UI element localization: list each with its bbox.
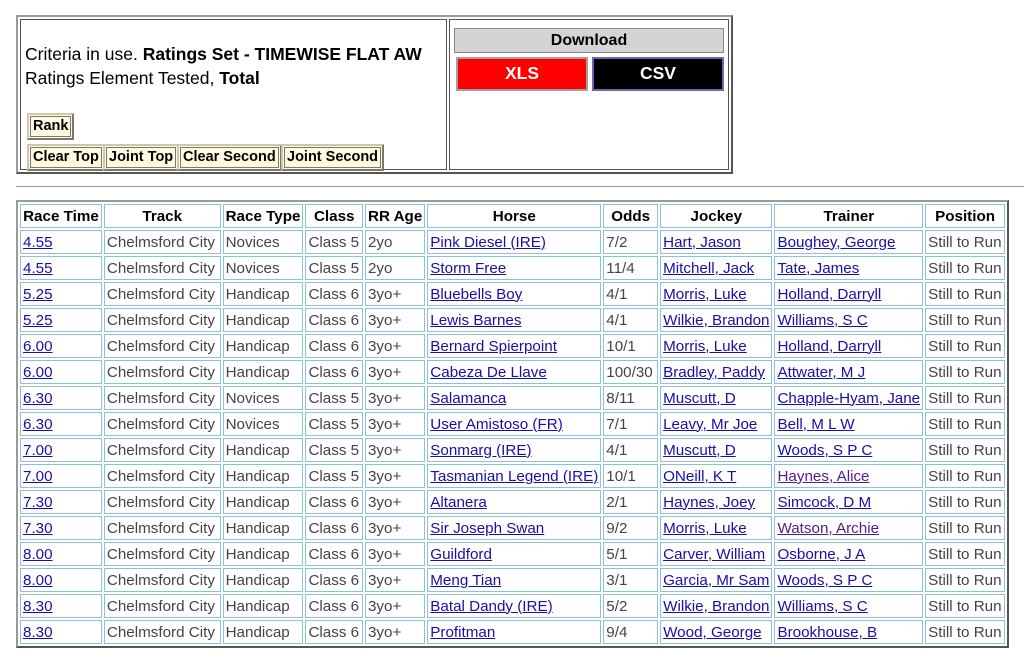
position-cell: Still to Run — [925, 542, 1005, 566]
horse-link[interactable]: Sonmarg (IRE) — [430, 441, 532, 459]
horse-link[interactable]: Meng Tian — [430, 571, 502, 589]
trainer-cell — [774, 568, 923, 592]
trainer-link[interactable]: Williams, S C — [777, 597, 868, 615]
trainer-cell — [774, 230, 923, 254]
race-time-link[interactable]: 4.55 — [23, 259, 53, 277]
table-row — [20, 334, 1005, 358]
trainer-cell — [774, 542, 923, 566]
jockey-link[interactable]: Wilkie, Brandon — [663, 597, 770, 615]
trainer-cell — [774, 360, 923, 384]
position-cell: Still to Run — [925, 490, 1005, 514]
position-cell: Still to Run — [925, 230, 1005, 254]
trainer-cell — [774, 516, 923, 540]
results-table — [16, 200, 1009, 648]
race-time-cell — [20, 386, 102, 410]
class-cell: Class 5 — [305, 256, 363, 280]
table-row — [20, 464, 1005, 488]
track-cell: Chelmsford City — [104, 308, 221, 332]
race-type-cell: Handicap — [223, 438, 304, 462]
race-time-cell — [20, 256, 102, 280]
horse-cell — [427, 386, 601, 410]
trainer-link[interactable]: Osborne, J A — [777, 545, 866, 563]
horse-link[interactable]: Lewis Barnes — [430, 311, 522, 329]
table-row — [20, 620, 1005, 644]
trainer-link[interactable]: Attwater, M J — [777, 363, 866, 381]
race-time-cell — [20, 542, 102, 566]
jockey-cell — [660, 230, 772, 254]
download-header: Download — [454, 28, 724, 53]
rr-age-cell: 2yo — [365, 230, 425, 254]
horse-cell — [427, 568, 601, 592]
col-header-trainer: Trainer — [774, 204, 923, 228]
class-cell: Class 5 — [305, 230, 363, 254]
track-cell: Chelmsford City — [104, 542, 221, 566]
jockey-link[interactable]: Hart, Jason — [663, 233, 741, 251]
race-type-cell: Handicap — [223, 542, 304, 566]
trainer-link[interactable]: Woods, S P C — [777, 571, 873, 589]
horse-cell — [427, 334, 601, 358]
trainer-cell — [774, 334, 923, 358]
race-time-link[interactable]: 6.00 — [23, 337, 53, 355]
jockey-cell — [660, 490, 772, 514]
trainer-link[interactable]: Bell, M L W — [777, 415, 855, 433]
divider — [16, 186, 1024, 187]
rr-age-cell: 3yo+ — [365, 308, 425, 332]
position-cell: Still to Run — [925, 360, 1005, 384]
jockey-cell — [660, 308, 772, 332]
jockey-link[interactable]: Morris, Luke — [663, 285, 747, 303]
jockey-link[interactable]: Wilkie, Brandon — [663, 311, 770, 329]
class-cell: Class 5 — [305, 412, 363, 436]
horse-cell — [427, 308, 601, 332]
race-type-cell: Handicap — [223, 516, 304, 540]
trainer-cell — [774, 256, 923, 280]
horse-cell — [427, 516, 601, 540]
class-cell: Class 5 — [305, 438, 363, 462]
horse-cell — [427, 282, 601, 306]
horse-link[interactable]: Altanera — [430, 493, 487, 511]
trainer-link[interactable]: Woods, S P C — [777, 441, 873, 459]
joint-second-button[interactable] — [281, 144, 384, 171]
horse-cell — [427, 412, 601, 436]
race-time-cell — [20, 308, 102, 332]
col-header-track: Track — [104, 204, 221, 228]
jockey-link[interactable]: Muscutt, D — [663, 389, 736, 407]
race-type-cell: Handicap — [223, 282, 304, 306]
horse-cell — [427, 464, 601, 488]
odds-cell: 10/1 — [603, 464, 658, 488]
horse-cell — [427, 360, 601, 384]
odds-cell: 4/1 — [603, 282, 658, 306]
jockey-cell — [660, 516, 772, 540]
csv-download-button[interactable]: CSV — [592, 57, 724, 91]
race-type-cell: Handicap — [223, 464, 304, 488]
col-header-rr-age: RR Age — [365, 204, 425, 228]
race-time-cell — [20, 360, 102, 384]
horse-link[interactable]: User Amistoso (FR) — [430, 415, 563, 433]
odds-cell: 5/1 — [603, 542, 658, 566]
race-time-cell — [20, 516, 102, 540]
track-cell: Chelmsford City — [104, 438, 221, 462]
trainer-link[interactable]: Tate, James — [777, 259, 860, 277]
class-cell: Class 6 — [305, 282, 363, 306]
jockey-cell — [660, 620, 772, 644]
race-time-cell — [20, 464, 102, 488]
table-row — [20, 568, 1005, 592]
trainer-cell — [774, 386, 923, 410]
jockey-link[interactable]: Leavy, Mr Joe — [663, 415, 758, 433]
position-cell: Still to Run — [925, 412, 1005, 436]
trainer-link[interactable]: Brookhouse, B — [777, 623, 878, 641]
jockey-cell — [660, 282, 772, 306]
odds-cell: 3/1 — [603, 568, 658, 592]
trainer-cell — [774, 308, 923, 332]
position-cell: Still to Run — [925, 334, 1005, 358]
jockey-link[interactable]: Muscutt, D — [663, 441, 736, 459]
criteria-ratings-element: Ratings Element Tested, Total — [25, 68, 260, 88]
trainer-link[interactable]: Boughey, George — [777, 233, 896, 251]
clear-top-label: Clear Top — [30, 147, 102, 168]
horse-link[interactable]: Batal Dandy (IRE) — [430, 597, 553, 615]
class-cell: Class 6 — [305, 620, 363, 644]
criteria-panel — [20, 19, 447, 170]
jockey-link[interactable]: Bradley, Paddy — [663, 363, 765, 381]
table-row — [20, 230, 1005, 254]
track-cell: Chelmsford City — [104, 334, 221, 358]
jockey-link[interactable]: Carver, William — [663, 545, 766, 563]
class-cell: Class 6 — [305, 568, 363, 592]
trainer-cell — [774, 438, 923, 462]
trainer-link[interactable]: Holland, Darryll — [777, 285, 882, 303]
jockey-link[interactable]: Morris, Luke — [663, 519, 747, 537]
position-cell: Still to Run — [925, 386, 1005, 410]
table-row — [20, 438, 1005, 462]
class-cell: Class 5 — [305, 386, 363, 410]
jockey-link[interactable]: Mitchell, Jack — [663, 259, 755, 277]
odds-cell: 4/1 — [603, 438, 658, 462]
jockey-cell — [660, 360, 772, 384]
race-time-link[interactable]: 6.30 — [23, 415, 53, 433]
trainer-link[interactable]: Holland, Darryll — [777, 337, 882, 355]
download-panel — [449, 19, 729, 170]
trainer-cell — [774, 282, 923, 306]
clear-second-label: Clear Second — [180, 147, 279, 168]
race-time-link[interactable]: 4.55 — [23, 233, 53, 251]
table-row — [20, 490, 1005, 514]
track-cell: Chelmsford City — [104, 386, 221, 410]
horse-link[interactable]: Bernard Spierpoint — [430, 337, 557, 355]
table-row — [20, 542, 1005, 566]
trainer-cell — [774, 620, 923, 644]
race-time-link[interactable]: 8.30 — [23, 623, 53, 641]
trainer-cell — [774, 412, 923, 436]
col-header-odds: Odds — [603, 204, 658, 228]
table-row — [20, 594, 1005, 618]
race-time-cell — [20, 282, 102, 306]
jockey-link[interactable]: ONeill, K T — [663, 467, 737, 485]
jockey-cell — [660, 412, 772, 436]
col-header-race-type: Race Type — [223, 204, 304, 228]
horse-link[interactable]: Bluebells Boy — [430, 285, 523, 303]
col-header-class: Class — [305, 204, 363, 228]
odds-cell: 2/1 — [603, 490, 658, 514]
position-cell: Still to Run — [925, 594, 1005, 618]
clear-top-button[interactable] — [27, 144, 105, 171]
table-header-row — [20, 204, 1005, 228]
race-type-cell: Handicap — [223, 334, 304, 358]
odds-cell: 7/2 — [603, 230, 658, 254]
odds-cell: 8/11 — [603, 386, 658, 410]
race-time-link[interactable]: 7.30 — [23, 519, 53, 537]
rr-age-cell: 3yo+ — [365, 360, 425, 384]
horse-link[interactable]: Salamanca — [430, 389, 507, 407]
xls-download-button[interactable]: XLS — [456, 57, 588, 91]
odds-cell: 7/1 — [603, 412, 658, 436]
race-time-cell — [20, 620, 102, 644]
trainer-link[interactable]: Watson, Archie — [777, 519, 880, 537]
rr-age-cell: 3yo+ — [365, 282, 425, 306]
race-type-cell: Novices — [223, 230, 304, 254]
jockey-cell — [660, 386, 772, 410]
table-row — [20, 308, 1005, 332]
race-time-cell — [20, 568, 102, 592]
horse-link[interactable]: Cabeza De Llave — [430, 363, 547, 381]
race-time-cell — [20, 412, 102, 436]
trainer-cell — [774, 464, 923, 488]
odds-cell: 9/4 — [603, 620, 658, 644]
race-time-link[interactable]: 8.00 — [23, 571, 53, 589]
horse-cell — [427, 620, 601, 644]
odds-cell: 5/2 — [603, 594, 658, 618]
horse-cell — [427, 542, 601, 566]
jockey-cell — [660, 594, 772, 618]
track-cell: Chelmsford City — [104, 490, 221, 514]
joint-top-label: Joint Top — [106, 147, 176, 168]
table-row — [20, 256, 1005, 280]
table-row — [20, 360, 1005, 384]
track-cell: Chelmsford City — [104, 594, 221, 618]
rr-age-cell: 3yo+ — [365, 464, 425, 488]
jockey-link[interactable]: Haynes, Joey — [663, 493, 756, 511]
jockey-cell — [660, 464, 772, 488]
track-cell: Chelmsford City — [104, 464, 221, 488]
horse-cell — [427, 490, 601, 514]
table-body — [20, 230, 1005, 644]
race-time-cell — [20, 490, 102, 514]
horse-cell — [427, 256, 601, 280]
rr-age-cell: 3yo+ — [365, 542, 425, 566]
class-cell: Class 5 — [305, 464, 363, 488]
position-cell: Still to Run — [925, 438, 1005, 462]
horse-cell — [427, 438, 601, 462]
horse-link[interactable]: Guildford — [430, 545, 492, 563]
position-cell: Still to Run — [925, 620, 1005, 644]
race-time-link[interactable]: 7.30 — [23, 493, 53, 511]
joint-top-button[interactable] — [103, 144, 179, 171]
horse-cell — [427, 594, 601, 618]
rr-age-cell: 3yo+ — [365, 620, 425, 644]
track-cell: Chelmsford City — [104, 516, 221, 540]
track-cell: Chelmsford City — [104, 412, 221, 436]
odds-cell: 4/1 — [603, 308, 658, 332]
race-time-link[interactable]: 6.30 — [23, 389, 53, 407]
col-header-position: Position — [925, 204, 1005, 228]
rr-age-cell: 3yo+ — [365, 334, 425, 358]
odds-cell: 9/2 — [603, 516, 658, 540]
trainer-link[interactable]: Simcock, D M — [777, 493, 872, 511]
race-time-cell — [20, 594, 102, 618]
trainer-cell — [774, 490, 923, 514]
position-cell: Still to Run — [925, 308, 1005, 332]
horse-link[interactable]: Profitman — [430, 623, 496, 641]
race-type-cell: Handicap — [223, 360, 304, 384]
class-cell: Class 6 — [305, 542, 363, 566]
rank-button-label: Rank — [30, 116, 71, 137]
race-type-cell: Handicap — [223, 620, 304, 644]
race-type-cell: Handicap — [223, 490, 304, 514]
trainer-link[interactable]: Haynes, Alice — [777, 467, 870, 485]
track-cell: Chelmsford City — [104, 282, 221, 306]
rank-button[interactable] — [27, 113, 74, 140]
table-row — [20, 412, 1005, 436]
col-header-horse: Horse — [427, 204, 601, 228]
race-time-link[interactable]: 5.25 — [23, 285, 53, 303]
track-cell: Chelmsford City — [104, 568, 221, 592]
race-time-link[interactable]: 7.00 — [23, 467, 53, 485]
odds-cell: 11/4 — [603, 256, 658, 280]
race-time-cell — [20, 438, 102, 462]
jockey-cell — [660, 334, 772, 358]
rr-age-cell: 3yo+ — [365, 386, 425, 410]
track-cell: Chelmsford City — [104, 230, 221, 254]
rr-age-cell: 3yo+ — [365, 568, 425, 592]
race-time-link[interactable]: 5.25 — [23, 311, 53, 329]
jockey-link[interactable]: Wood, George — [663, 623, 762, 641]
table-row — [20, 516, 1005, 540]
track-cell: Chelmsford City — [104, 360, 221, 384]
criteria-download-box — [16, 15, 733, 174]
horse-link[interactable]: Sir Joseph Swan — [430, 519, 545, 537]
trainer-link[interactable]: Chapple-Hyam, Jane — [777, 389, 921, 407]
race-type-cell: Handicap — [223, 594, 304, 618]
race-time-link[interactable]: 8.30 — [23, 597, 53, 615]
class-cell: Class 6 — [305, 490, 363, 514]
rr-age-cell: 3yo+ — [365, 490, 425, 514]
jockey-cell — [660, 568, 772, 592]
rr-age-cell: 3yo+ — [365, 438, 425, 462]
class-cell: Class 6 — [305, 308, 363, 332]
race-time-link[interactable]: 6.00 — [23, 363, 53, 381]
odds-cell: 100/30 — [603, 360, 658, 384]
jockey-link[interactable]: Garcia, Mr Sam — [663, 571, 770, 589]
col-header-jockey: Jockey — [660, 204, 772, 228]
jockey-cell — [660, 256, 772, 280]
table-row — [20, 386, 1005, 410]
jockey-cell — [660, 542, 772, 566]
jockey-cell — [660, 438, 772, 462]
race-time-cell — [20, 334, 102, 358]
clear-second-button[interactable] — [177, 144, 282, 171]
track-cell: Chelmsford City — [104, 620, 221, 644]
class-cell: Class 6 — [305, 516, 363, 540]
rr-age-cell: 3yo+ — [365, 516, 425, 540]
position-cell: Still to Run — [925, 282, 1005, 306]
table-row — [20, 282, 1005, 306]
class-cell: Class 6 — [305, 360, 363, 384]
race-type-cell: Handicap — [223, 308, 304, 332]
race-time-cell — [20, 230, 102, 254]
trainer-link[interactable]: Williams, S C — [777, 311, 868, 329]
horse-link[interactable]: Tasmanian Legend (IRE) — [430, 467, 599, 485]
class-cell: Class 6 — [305, 594, 363, 618]
position-cell: Still to Run — [925, 256, 1005, 280]
col-header-race-time: Race Time — [20, 204, 102, 228]
rr-age-cell: 2yo — [365, 256, 425, 280]
track-cell: Chelmsford City — [104, 256, 221, 280]
criteria-ratings-set: Criteria in use. Ratings Set - TIMEWISE FLAT AW — [25, 44, 422, 64]
race-time-link[interactable]: 7.00 — [23, 441, 53, 459]
horse-link[interactable]: Storm Free — [430, 259, 507, 277]
rr-age-cell: 3yo+ — [365, 412, 425, 436]
race-type-cell: Novices — [223, 386, 304, 410]
position-cell: Still to Run — [925, 516, 1005, 540]
rr-age-cell: 3yo+ — [365, 594, 425, 618]
race-type-cell: Novices — [223, 256, 304, 280]
jockey-link[interactable]: Morris, Luke — [663, 337, 747, 355]
position-cell: Still to Run — [925, 464, 1005, 488]
race-type-cell: Novices — [223, 412, 304, 436]
race-time-link[interactable]: 8.00 — [23, 545, 53, 563]
horse-link[interactable]: Pink Diesel (IRE) — [430, 233, 546, 251]
class-cell: Class 6 — [305, 334, 363, 358]
race-type-cell: Handicap — [223, 568, 304, 592]
horse-cell — [427, 230, 601, 254]
odds-cell: 10/1 — [603, 334, 658, 358]
joint-second-label: Joint Second — [284, 147, 381, 168]
trainer-cell — [774, 594, 923, 618]
position-cell: Still to Run — [925, 568, 1005, 592]
